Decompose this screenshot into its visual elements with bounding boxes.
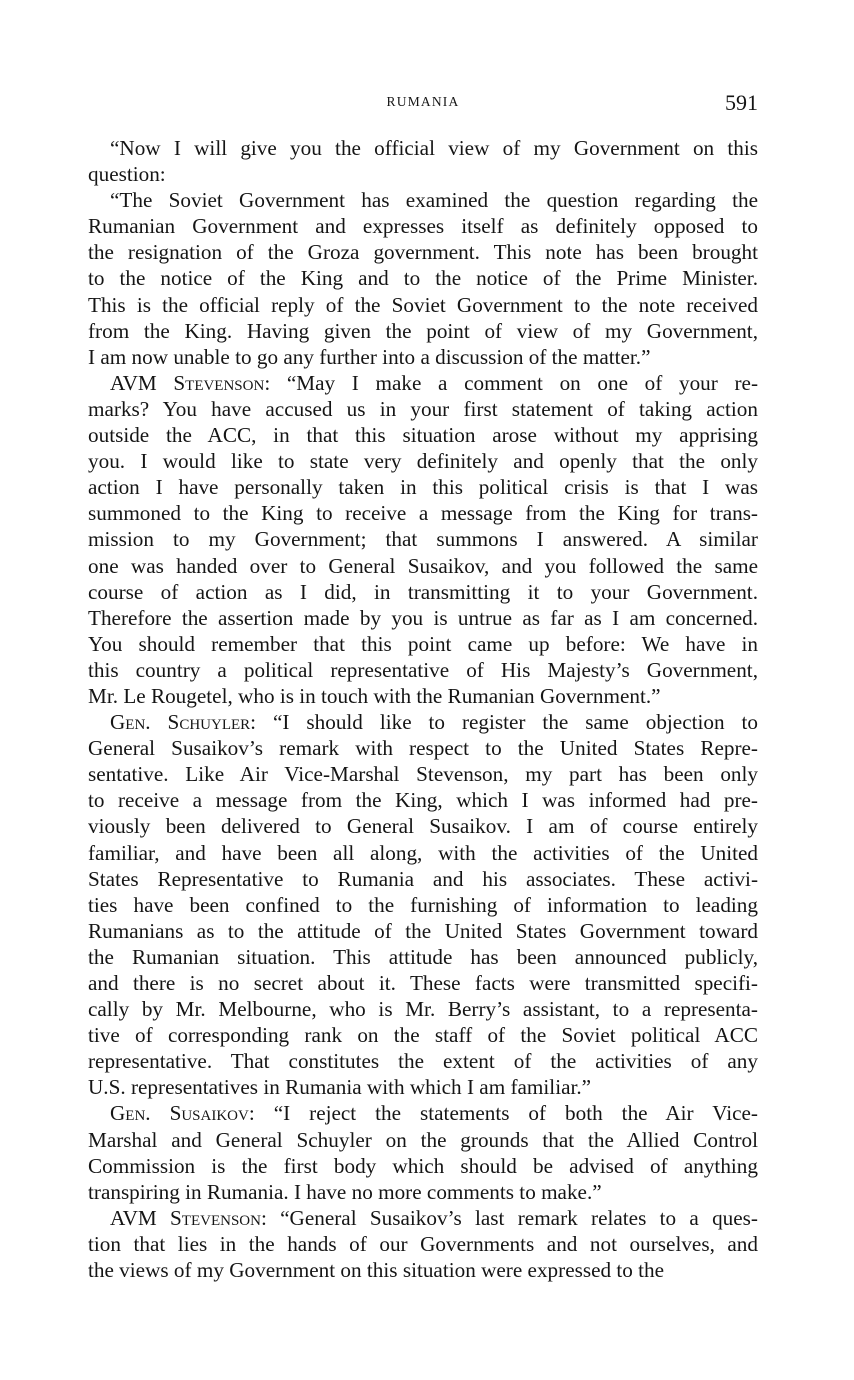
text-line [88, 318, 758, 344]
line-text: transpiring in Rumania. I have no more comments to make.” [88, 1179, 602, 1204]
text-line [88, 1179, 758, 1205]
text-line [88, 1127, 758, 1153]
line-text: one was handed over to General Susaikov, and you followed the same [88, 553, 758, 578]
line-text: Marshal and General Schuyler on the grounds that the Allied Control [88, 1127, 758, 1152]
text-line [88, 1074, 758, 1100]
speaker-name: AVM Stevenson [110, 370, 265, 395]
text-line [88, 1257, 758, 1283]
text-line [88, 265, 758, 291]
paragraph [88, 1100, 758, 1204]
speaker-name: Gen. Schuyler [110, 710, 251, 735]
paragraph [88, 187, 758, 370]
running-title: RUMANIA [386, 94, 460, 109]
line-text: action I have personally taken in this political crisis is that I was [88, 475, 758, 500]
text-line [88, 813, 758, 839]
text-line [88, 500, 758, 526]
line-text: the Rumanian situation. This attitude has been announced publicly, [88, 944, 758, 969]
line-text: ties have been confined to the furnishing of information to leading [88, 892, 758, 917]
line-text: tion that lies in the hands of our Governments and not ourselves, and [88, 1231, 758, 1256]
text-line [88, 135, 758, 161]
line-text: “The Soviet Government has examined the question regarding the [110, 188, 758, 213]
text-line [88, 866, 758, 892]
paragraph [88, 1205, 758, 1283]
line-text: viously been delivered to General Susaikov. I am of course entirely [88, 814, 758, 839]
line-text: Rumanians as to the attitude of the United States Government toward [88, 918, 758, 943]
text-line [88, 1153, 758, 1179]
line-text: : “May I make a comment on one of your re- [264, 370, 758, 395]
text-line [88, 944, 758, 970]
line-text: you. I would like to state very definitely and openly that the only [88, 449, 758, 474]
line-text: the views of my Government on this situation were expressed to the [88, 1258, 665, 1283]
line-text: Therefore the assertion made by you is untrue as far as I am concerned. [88, 605, 758, 630]
line-text: this country a political representative of His Majesty’s Government, [88, 657, 758, 682]
text-line [88, 1048, 758, 1074]
running-head [88, 90, 758, 120]
text-line [88, 239, 758, 265]
text-line [88, 840, 758, 866]
text-line [88, 370, 758, 396]
line-text: familiar, and have been all along, with the activities of the United [88, 840, 758, 865]
line-text: sentative. Like Air Vice-Marshal Stevenson, my part has been only [88, 762, 758, 787]
text-line [88, 1205, 758, 1231]
line-text: You should remember that this point came up before: We have in [88, 631, 758, 656]
paragraph [88, 135, 758, 187]
text-line [88, 161, 758, 187]
line-text: from the King. Having given the point of view of my Government, [88, 318, 758, 343]
line-text: : “I should like to register the same objection to [250, 710, 758, 735]
line-text: “Now I will give you the official view of my Government on this [110, 136, 758, 160]
body-text [88, 135, 758, 1283]
text-line [88, 553, 758, 579]
text-line [88, 605, 758, 631]
text-line [88, 579, 758, 605]
text-line [88, 787, 758, 813]
text-line [88, 422, 758, 448]
text-line [88, 761, 758, 787]
line-text: to receive a message from the King, which I was informed had pre- [88, 788, 758, 813]
line-text: U.S. representatives in Rumania with which I am familiar.” [88, 1075, 592, 1100]
text-line [88, 213, 758, 239]
text-line [88, 918, 758, 944]
speaker-name: Gen. Susaikov [110, 1101, 249, 1126]
line-text: outside the ACC, in that this situation arose without my apprising [88, 423, 758, 448]
line-text: : “General Susaikov’s last remark relates to a ques- [260, 1205, 758, 1230]
line-text: marks? You have accused us in your first statement of taking action [88, 396, 758, 421]
text-line [88, 970, 758, 996]
line-text: : “I reject the statements of both the Air Vice- [248, 1101, 758, 1126]
text-line [88, 892, 758, 918]
text-line [88, 526, 758, 552]
line-text: summoned to the King to receive a message from the King for trans- [88, 501, 758, 526]
line-text: I am now unable to go any further into a discussion of the matter.” [88, 344, 651, 369]
text-line [88, 187, 758, 213]
line-text: the resignation of the Groza government. This note has been brought [88, 240, 758, 265]
paragraph [88, 370, 758, 709]
line-text: question: [88, 162, 166, 187]
line-text: and there is no secret about it. These facts were transmitted specifi- [88, 971, 758, 995]
text-line [88, 735, 758, 761]
text-line [88, 631, 758, 657]
paragraph [88, 709, 758, 1100]
line-text: General Susaikov’s remark with respect to the United States Repre- [88, 736, 758, 761]
text-line [88, 709, 758, 735]
text-line [88, 996, 758, 1022]
line-text: tive of corresponding rank on the staff of the Soviet political ACC [88, 1023, 758, 1048]
line-text: course of action as I did, in transmitting it to your Government. [88, 579, 758, 604]
line-text: Mr. Le Rougetel, who is in touch with the Rumanian Government.” [88, 683, 661, 708]
line-text: Commission is the first body which should be advised of anything [88, 1153, 758, 1178]
line-text: States Representative to Rumania and his associates. These activi- [88, 866, 758, 891]
text-line [88, 1022, 758, 1048]
speaker-name: AVM Stevenson [110, 1205, 261, 1230]
text-line [88, 683, 758, 709]
text-line [88, 344, 758, 370]
text-line [88, 396, 758, 422]
page-number: 591 [725, 90, 758, 115]
line-text: representative. That constitutes the extent of the activities of any [88, 1049, 758, 1074]
text-line [88, 474, 758, 500]
text-line [88, 292, 758, 318]
line-text: Rumanian Government and expresses itself as definitely opposed to [88, 214, 758, 239]
text-line [88, 1231, 758, 1257]
line-text: cally by Mr. Melbourne, who is Mr. Berry’s assistant, to a representa- [88, 997, 758, 1022]
line-text: to the notice of the King and to the notice of the Prime Minister. [88, 266, 758, 291]
line-text: This is the official reply of the Soviet Government to the note received [88, 292, 758, 317]
text-line [88, 1100, 758, 1126]
text-line [88, 448, 758, 474]
text-line [88, 657, 758, 683]
line-text: mission to my Government; that summons I answered. A similar [88, 527, 758, 552]
